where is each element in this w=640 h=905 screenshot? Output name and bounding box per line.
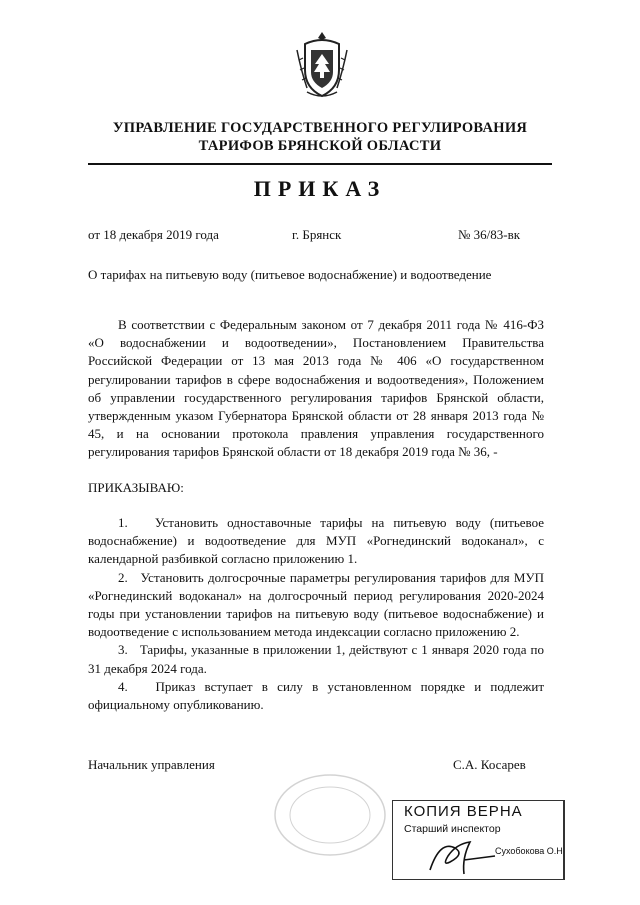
order-items-list [88,514,544,714]
document-city: г. Брянск [292,227,342,242]
document-subject: О тарифах на питьевую воду (питьевое водоснабжение) и водоотведение [88,267,492,282]
order-item [88,514,544,569]
order-item [88,569,544,642]
signatory-name: С.А. Косарев [453,757,526,772]
order-item [88,678,544,714]
order-item-number: 4. [118,678,128,694]
header-divider [88,163,552,165]
document-date: от 18 декабря 2019 года [88,227,219,242]
order-item-text: Установить одноставочные тарифы на питьевую воду (питьевое водоснабжение) и водоотведение для МУП «Рогнединский водоканал», с календарной разбивкой согласно приложению 1. [88,515,545,567]
org-name-line1: УПРАВЛЕНИЕ ГОСУДАРСТВЕННОГО РЕГУЛИРОВАНИЯ [112,120,528,136]
order-item-number: 3. [118,642,128,658]
order-item-text: Тарифы, указанные в приложении 1, действуют с 1 января 2020 года по 31 декабря 2024 года. [88,642,544,676]
order-item-number: 2. [118,569,128,585]
preamble-paragraph: В соответствии с Федеральным законом от 7 декабря 2011 года № 416-ФЗ «О водоснабжении и водоотведении», Постановлением Правительства Российской Федерации от 13 мая 2013 года № 406 «О государственном регулировании тарифов в сфере водоснабжения и водоотведения», Положением об управлении государственного регулирования тарифов Брянской области, утвержденным указом Губернатора Брянской области от 28 января 2013 года № 45, и на основании протокола правления управления государственного регулирования тарифов Брянской области от 18 декабря 2019 года № 36, - [88,317,544,460]
document-number: № 36/83-вк [458,227,521,242]
order-item-text: Приказ вступает в силу в установленном порядке и подлежит официальному опубликованию. [88,678,544,713]
signatory-role: Начальник управления [88,757,215,772]
order-word: ПРИКАЗЫВАЮ: [88,480,184,495]
order-item [88,641,544,677]
stamp-name: Сухобокова О.Н [495,846,563,856]
order-item-text: Установить долгосрочные параметры регулирования тарифов для МУП «Рогнединский водоканал» на долгосрочный период регулирования 2020-2024 годы при установлении тарифов на питьевую воду (питьевое водоснабжение) и водоотведение с использованием метода индексации согласно приложению 2. [88,569,544,640]
stamp-role: Старший инспектор [404,823,501,835]
stamp-title: КОПИЯ ВЕРНА [404,803,523,820]
order-item-number: 1. [118,515,128,530]
org-name-line2: ТАРИФОВ БРЯНСКОЙ ОБЛАСТИ [198,138,442,154]
coat-of-arms-emblem [293,30,351,100]
handwritten-signature [420,830,500,878]
official-seal-mark [270,770,390,860]
document-title: ПРИКАЗ [253,176,387,201]
